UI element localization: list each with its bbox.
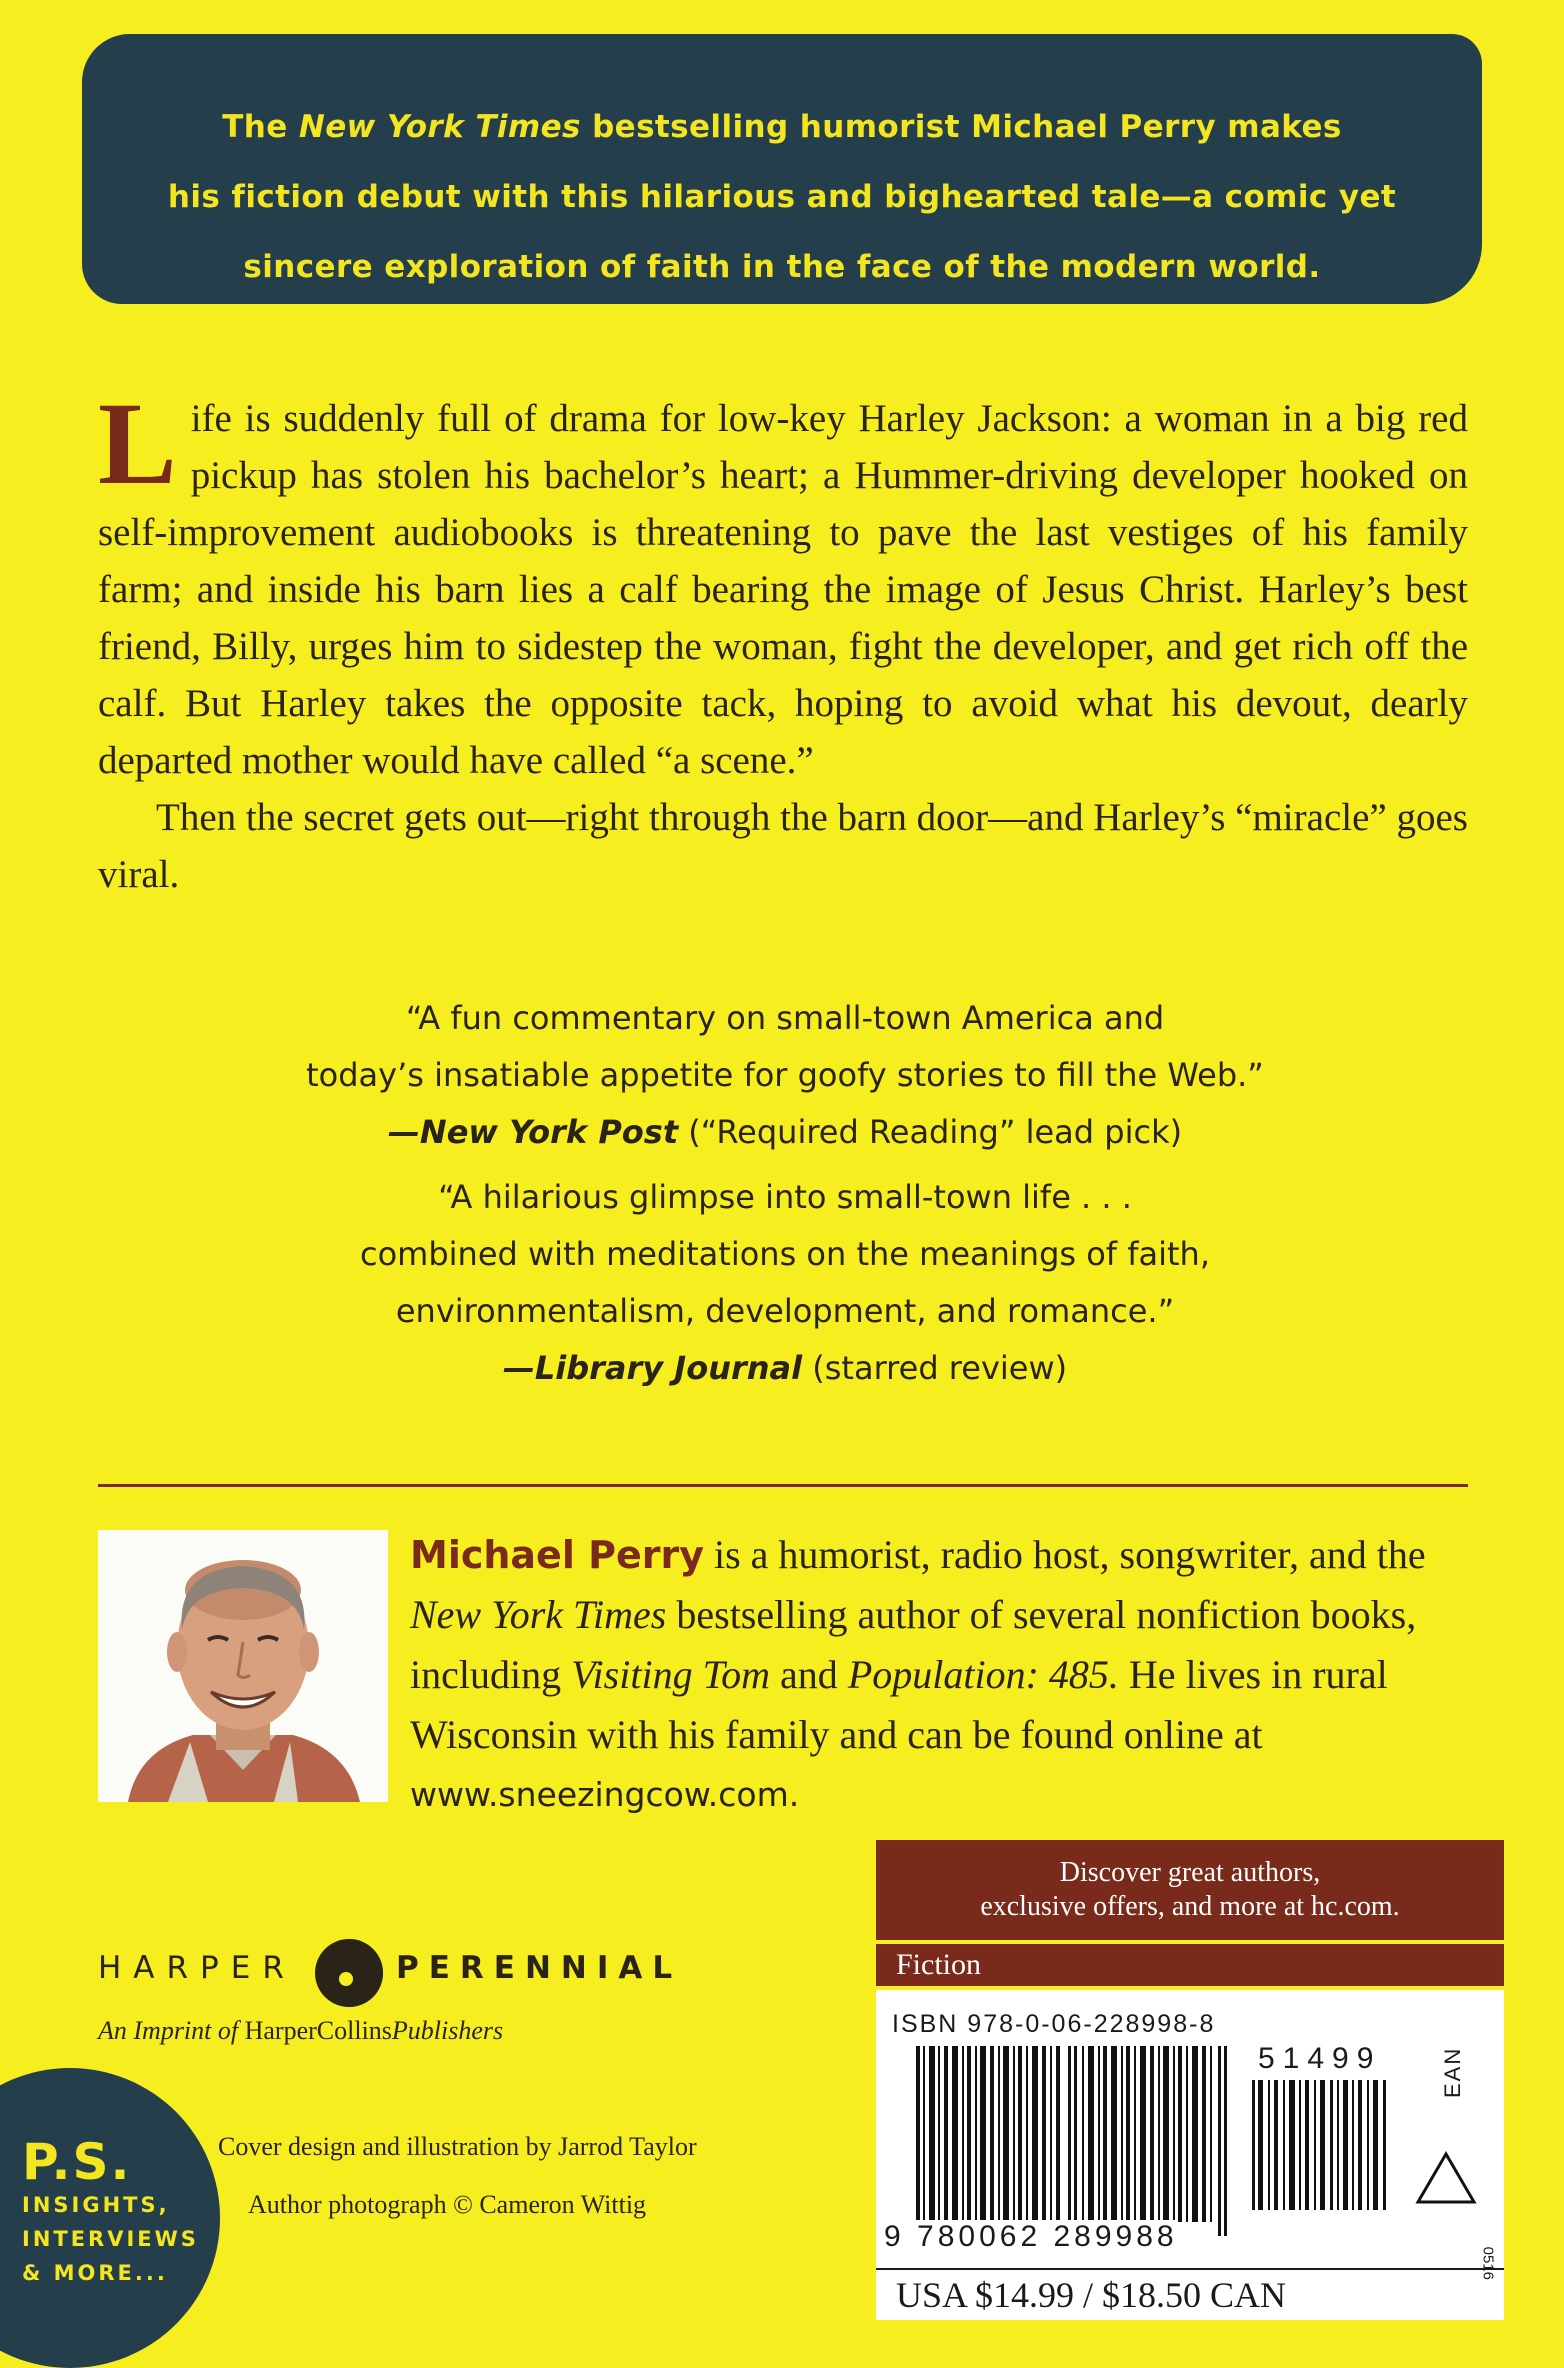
quote-2-line-3: environmentalism, development, and romance.”	[395, 1292, 1175, 1330]
price-code-digits: 51499	[1258, 2042, 1382, 2075]
ps-badge-text	[22, 2133, 199, 2290]
author-name: Michael Perry	[410, 1533, 704, 1577]
ps-line-3: & MORE...	[22, 2261, 168, 2285]
ps-line-2: INTERVIEWS	[22, 2227, 199, 2251]
harper-perennial-logo-icon	[312, 1936, 386, 2010]
photo-credit: Author photograph © Cameron Wittig	[248, 2190, 647, 2219]
quote-1-attribution: —New York Post (“Required Reading” lead pick)	[387, 1113, 1183, 1151]
publisher-logo	[98, 1940, 738, 2000]
promo-line-2: exclusive offers, and more at hc.com.	[980, 1891, 1400, 1922]
price-text: USA $14.99 / $18.50 CAN	[896, 2275, 1287, 2315]
quote-2-line-2: combined with meditations on the meanings of faith,	[360, 1235, 1210, 1273]
print-code: 0516	[1479, 2246, 1496, 2280]
tagline-banner	[82, 34, 1482, 304]
banner-line-3: sincere exploration of faith in the face of the modern world.	[243, 249, 1321, 285]
barcode-box	[876, 1990, 1504, 2268]
review-quotes	[100, 990, 1470, 1397]
ps-line-1: INSIGHTS,	[22, 2193, 170, 2217]
imprint-line: An Imprint of HarperCollinsPublishers	[98, 2016, 504, 2045]
divider-rule	[98, 1484, 1468, 1487]
retail-block	[876, 1840, 1504, 2320]
ps-title: P.S.	[22, 2133, 132, 2191]
main-barcode-icon	[916, 2046, 1236, 2236]
promo-box	[876, 1840, 1504, 1940]
author-bio-text: Michael Perry is a humorist, radio host, songwriter, and the New York Times bestselling author of several nonfiction books, including Visiting Tom and Population: 485. He lives in rural Wisconsin with his family and can be found online at	[410, 1532, 1426, 1757]
ean-label: EAN	[1440, 2046, 1465, 2098]
quote-1-line-1: “A fun commentary on small-town America and	[405, 999, 1165, 1037]
banner-line-1: The New York Times bestselling humorist Michael Perry makes	[222, 109, 1342, 145]
category-label: Fiction	[876, 1944, 1504, 1986]
promo-line-1: Discover great authors,	[1059, 1857, 1321, 1888]
synopsis-paragraph-2: Then the secret gets out—right through the barn door—and Harley’s “miracle” goes viral.	[98, 796, 1468, 896]
drop-cap: L	[98, 378, 177, 509]
triangle-icon	[1414, 2150, 1478, 2206]
price-box	[876, 2246, 1504, 2320]
addon-barcode-icon	[1252, 2080, 1402, 2210]
author-bio	[410, 1525, 1472, 1825]
quote-1-line-2: today’s insatiable appetite for goofy stories to fill the Web.”	[306, 1056, 1264, 1094]
isbn-text: ISBN 978-0-06-228998-8	[892, 2010, 1216, 2038]
book-synopsis	[98, 378, 1468, 903]
banner-line-2: his fiction debut with this hilarious and bighearted tale—a comic yet	[167, 179, 1397, 215]
author-photo	[98, 1530, 388, 1802]
design-credit: Cover design and illustration by Jarrod Taylor	[218, 2132, 697, 2161]
publisher-harper: HARPER	[98, 1950, 296, 1986]
cover-credits	[218, 2118, 697, 2234]
synopsis-paragraph-1: Life is suddenly full of drama for low-key Harley Jackson: a woman in a big red pickup has stolen his bachelor’s heart; a Hummer-driving developer hooked on self-improvement audiobooks is threatening to pave the last vestiges of his family farm; and inside his barn lies a calf bearing the image of Jesus Christ. Harley’s best friend, Billy, urges him to sidestep the woman, fight the developer, and get rich off the calf. But Harley takes the opposite tack, hoping to avoid what his devout, dearly departed mother would have called “a scene.”	[98, 378, 1468, 782]
publisher-perennial: PERENNIAL	[396, 1950, 683, 1986]
quote-2-line-1: “A hilarious glimpse into small-town life . . .	[438, 1178, 1132, 1216]
barcode-digits: 9 780062 289988	[884, 2220, 1178, 2253]
author-website[interactable]: www.sneezingcow.com.	[410, 1775, 800, 1814]
quote-2-attribution: —Library Journal (starred review)	[502, 1349, 1068, 1387]
